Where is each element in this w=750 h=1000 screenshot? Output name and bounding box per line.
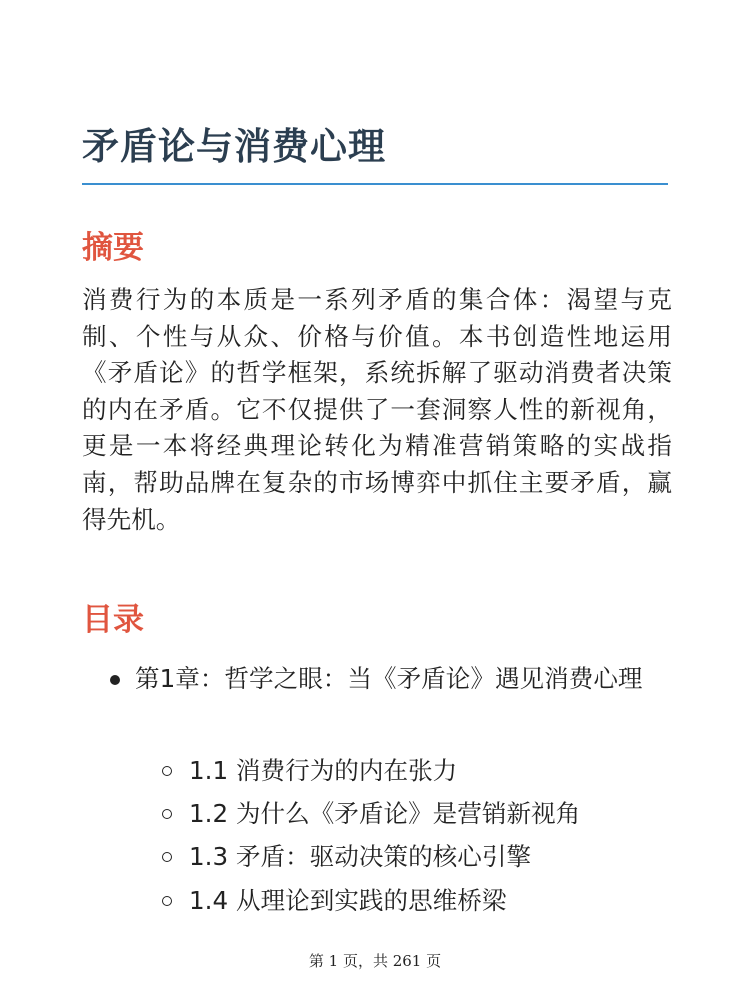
page-footer: 第 1 页，共 261 页	[308, 952, 442, 970]
title-divider	[82, 183, 668, 185]
toc-section-label: 1.2 为什么《矛盾论》是营销新视角	[189, 799, 581, 828]
document-title: 矛盾论与消费心理	[82, 125, 386, 168]
toc-section-1-1[interactable]	[162, 753, 662, 789]
toc-section-1-2[interactable]	[162, 796, 662, 832]
abstract-text: 消费行为的本质是一系列矛盾的集合体：渴望与克制、个性与从众、价格与价值。本书创造性地运用《矛盾论》的哲学框架，系统拆解了驱动消费者决策的内在矛盾。它不仅提供了一套洞察人性的新视角，更是一本将经典理论转化为精准营销策略的实战指南，帮助品牌在复杂的市场博弈中抓住主要矛盾，赢得先机。	[82, 285, 672, 534]
abstract-heading: 摘要	[82, 230, 144, 266]
bullet-circle-icon	[162, 852, 172, 862]
bullet-circle-icon	[162, 766, 172, 776]
bullet-circle-icon	[162, 809, 172, 819]
toc-section-1-3[interactable]	[162, 839, 662, 875]
toc-heading: 目录	[82, 602, 144, 638]
toc-section-label: 1.3 矛盾：驱动决策的核心引擎	[189, 842, 532, 871]
toc-chapter-label: 第1章：哲学之眼：当《矛盾论》遇见消费心理	[135, 664, 643, 693]
bullet-circle-icon	[162, 896, 172, 906]
toc-section-label: 1.4 从理论到实践的思维桥梁	[189, 886, 507, 915]
toc-section-1-4[interactable]	[162, 883, 662, 919]
toc-chapter-1[interactable]	[110, 661, 670, 698]
bullet-disc-icon	[110, 675, 120, 685]
toc-section-label: 1.1 消费行为的内在张力	[189, 756, 458, 785]
